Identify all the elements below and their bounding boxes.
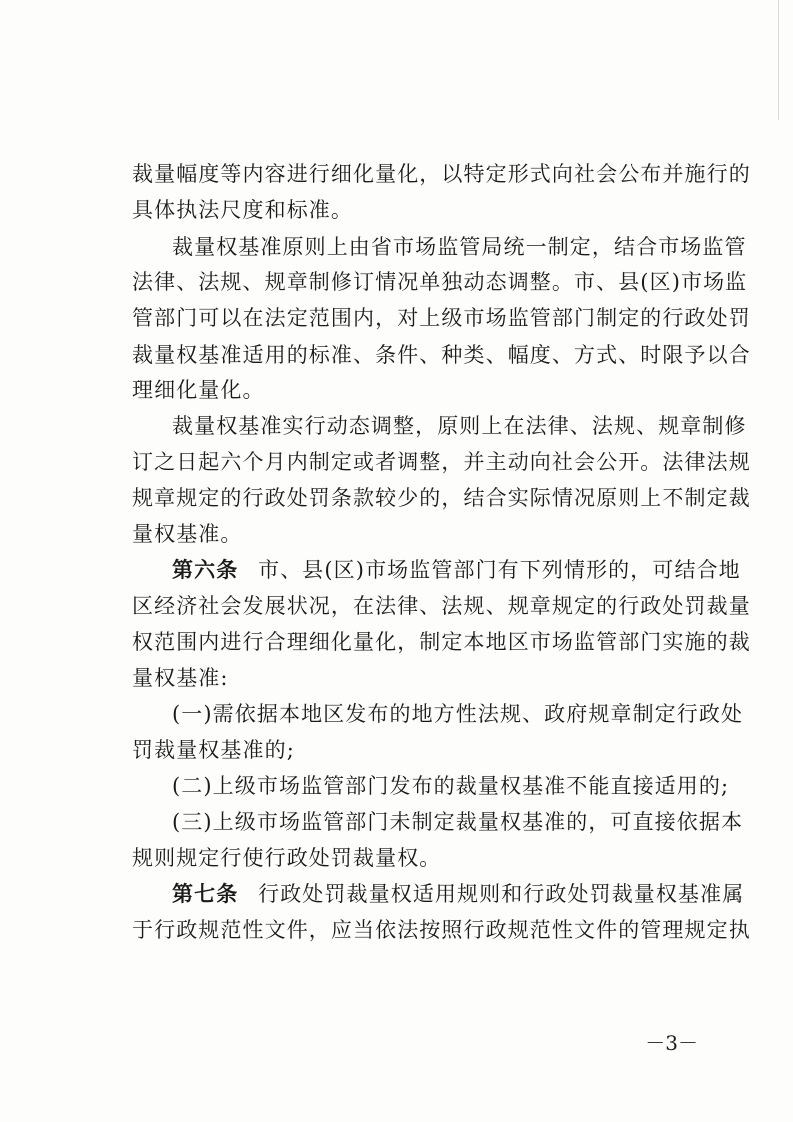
text-line: 订之日起六个月内制定或者调整，并主动向社会公开。法律法规 [132, 450, 751, 474]
text-segment: 市、县(区)市场监管部门有下列情形的，可结合地 [258, 558, 741, 582]
text-line: (一)需依据本地区发布的地方性法规、政府规章制定行政处 [172, 702, 744, 726]
text-line: 裁量幅度等内容进行细化量化，以特定形式向社会公布并施行的 [132, 162, 751, 186]
text-line: 罚裁量权基准的; [132, 738, 295, 762]
text-line: (三)上级市场监管部门未制定裁量权基准的，可直接依据本 [172, 810, 744, 834]
text-line: 裁量权基准适用的标准、条件、种类、幅度、方式、时限予以合 [132, 343, 751, 367]
text-line: 量权基准: [132, 666, 229, 690]
article-line [172, 877, 745, 911]
scan-edge-line [778, 0, 779, 120]
text-line: 于行政规范性文件，应当依法按照行政规范性文件的管理规定执 [132, 918, 751, 942]
text-line: 权范围内进行合理细化量化，制定本地区市场监管部门实施的裁 [132, 630, 751, 654]
text-segment: 行政处罚裁量权适用规则和行政处罚裁量权基准属 [258, 882, 745, 906]
text-line: (二)上级市场监管部门发布的裁量权基准不能直接适用的; [172, 774, 730, 798]
text-line: 量权基准。 [132, 522, 243, 546]
text-line: 规则规定行使行政处罚裁量权。 [132, 846, 442, 870]
text-line: 管部门可以在法定范围内，对上级市场监管部门制定的行政处罚 [132, 306, 751, 330]
text-line: 规章规定的行政处罚条款较少的，结合实际情况原则上不制定裁 [132, 486, 751, 510]
text-line: 裁量权基准实行动态调整，原则上在法律、法规、规章制修 [172, 414, 747, 438]
article-heading: 第六条 [172, 557, 239, 582]
page-number: －3－ [645, 1031, 698, 1055]
article-line [172, 553, 741, 587]
text-line: 具体执法尺度和标准。 [132, 198, 353, 222]
text-line: 裁量权基准原则上由省市场监管局统一制定，结合市场监管 [172, 235, 747, 259]
article-heading: 第七条 [172, 881, 239, 906]
text-line: 法律、法规、规章制修订情况单独动态调整。市、县(区)市场监 [132, 270, 748, 294]
text-line: 理细化量化。 [132, 378, 265, 402]
text-line: 区经济社会发展状况，在法律、法规、规章规定的行政处罚裁量 [132, 594, 751, 618]
